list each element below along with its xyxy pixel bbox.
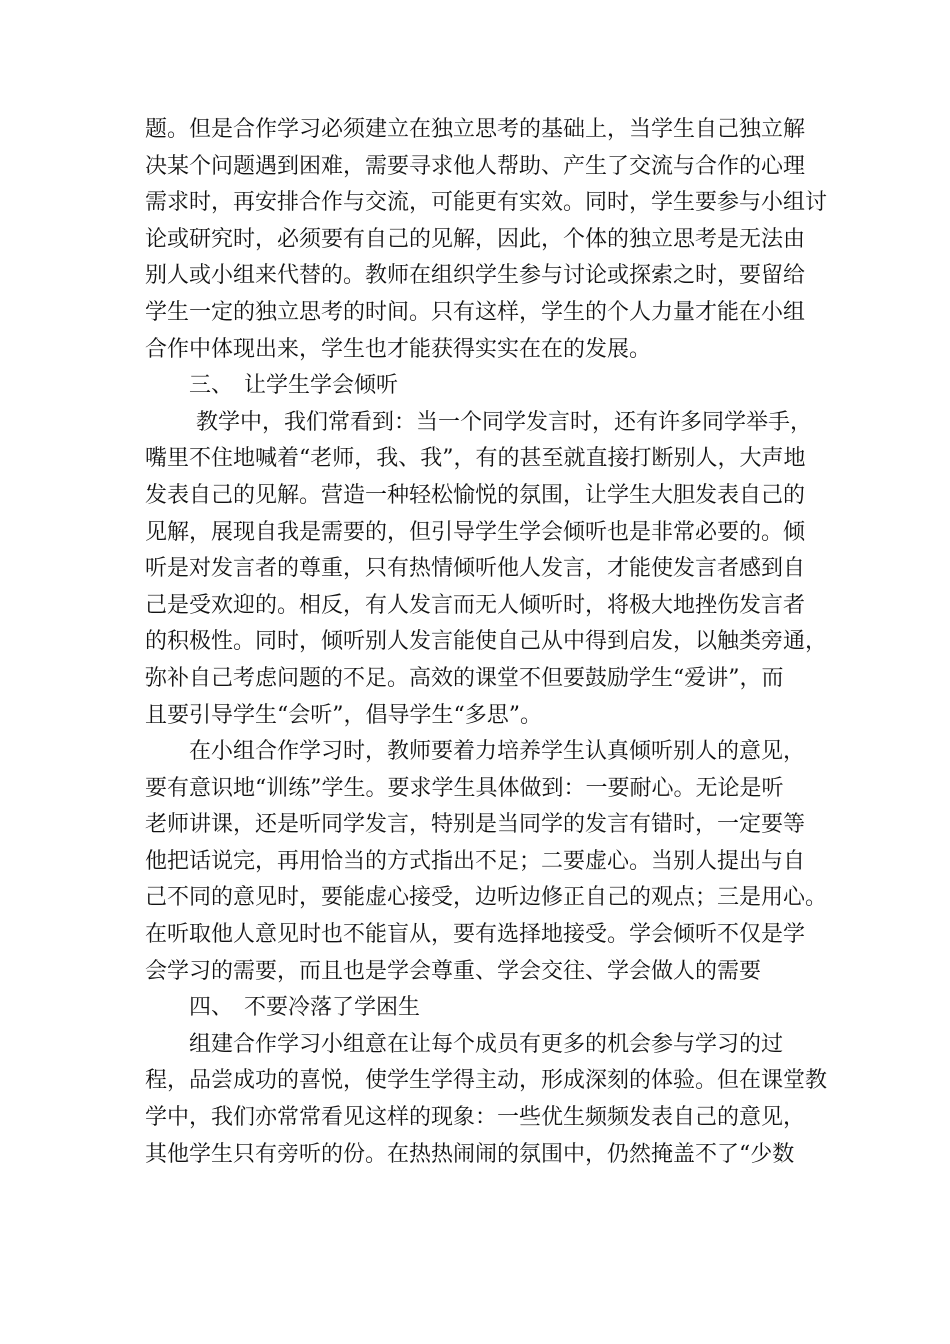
text-line: 老师讲课，还是听同学发言，特别是当同学的发言有错时，一定要等 xyxy=(145,812,806,838)
text-line: 听是对发言者的尊重，只有热情倾听他人发言，才能使发言者感到自 xyxy=(145,556,806,582)
text-line: 题。但是合作学习必须建立在独立思考的基础上，当学生自己独立解 xyxy=(145,117,806,142)
text-line: 论或研究时，必须要有自己的见解，因此，个体的独立思考是无法由 xyxy=(145,226,806,252)
text-line: 在听取他人意见时也不能盲从，要有选择地接受。学会倾听不仅是学 xyxy=(145,922,806,948)
body-text xyxy=(145,112,828,1173)
text-line: 弥补自己考虑问题的不足。高效的课堂不但要鼓励学生“爱讲”，而 xyxy=(145,665,784,691)
text-line: 需求时，再安排合作与交流，可能更有实效。同时，学生要参与小组讨 xyxy=(145,190,828,216)
text-line: 见解，展现自我是需要的，但引导学生学会倾听也是非常必要的。倾 xyxy=(145,519,806,545)
text-line: 学生一定的独立思考的时间。只有这样，学生的个人力量才能在小组 xyxy=(145,299,806,325)
text-line: 己是受欢迎的。相反，有人发言而无人倾听时，将极大地挫伤发言者 xyxy=(145,592,806,618)
text-line: 他把话说完，再用恰当的方式指出不足；二要虚心。当别人提出与自 xyxy=(145,848,806,874)
text-line: 教学中，我们常看到：当一个同学发言时，还有许多同学举手， xyxy=(145,409,812,435)
text-line: 其他学生只有旁听的份。在热热闹闹的氛围中，仍然掩盖不了“少数 xyxy=(145,1141,795,1167)
text-line: 决某个问题遇到困难，需要寻求他人帮助、产生了交流与合作的心理 xyxy=(145,153,806,179)
section-heading: 三、 让学生学会倾听 xyxy=(145,373,399,399)
text-line: 会学习的需要，而且也是学会尊重、学会交往、学会做人的需要 xyxy=(145,958,762,984)
section-heading: 四、 不要冷落了学困生 xyxy=(145,995,421,1021)
text-line: 己不同的意见时，要能虚心接受，边听边修正自己的观点；三是用心。 xyxy=(145,885,828,911)
text-line: 发表自己的见解。营造一种轻松愉悦的氛围，让学生大胆发表自己的 xyxy=(145,482,806,508)
text-line: 别人或小组来代替的。教师在组织学生参与讨论或探索之时，要留给 xyxy=(145,263,806,289)
text-line: 合作中体现出来，学生也才能获得实实在在的发展。 xyxy=(145,336,652,362)
text-line: 嘴里不住地喊着“老师，我、我”，有的甚至就直接打断别人，大声地 xyxy=(145,446,806,472)
text-line: 且要引导学生“会听”，倡导学生“多思”。 xyxy=(145,702,542,728)
text-line: 学中，我们亦常常看见这样的现象：一些优生频频发表自己的意见， xyxy=(145,1105,806,1131)
text-line: 组建合作学习小组意在让每个成员有更多的机会参与学习的过 xyxy=(145,1031,784,1057)
text-line: 程，品尝成功的喜悦，使学生学得主动，形成深刻的体验。但在课堂教 xyxy=(145,1068,828,1094)
text-line: 的积极性。同时，倾听别人发言能使自己从中得到启发，以触类旁通， xyxy=(145,629,828,655)
text-line: 在小组合作学习时，教师要着力培养学生认真倾听别人的意见， xyxy=(145,739,806,765)
text-line: 要有意识地“训练”学生。要求学生具体做到：一要耐心。无论是听 xyxy=(145,775,784,801)
